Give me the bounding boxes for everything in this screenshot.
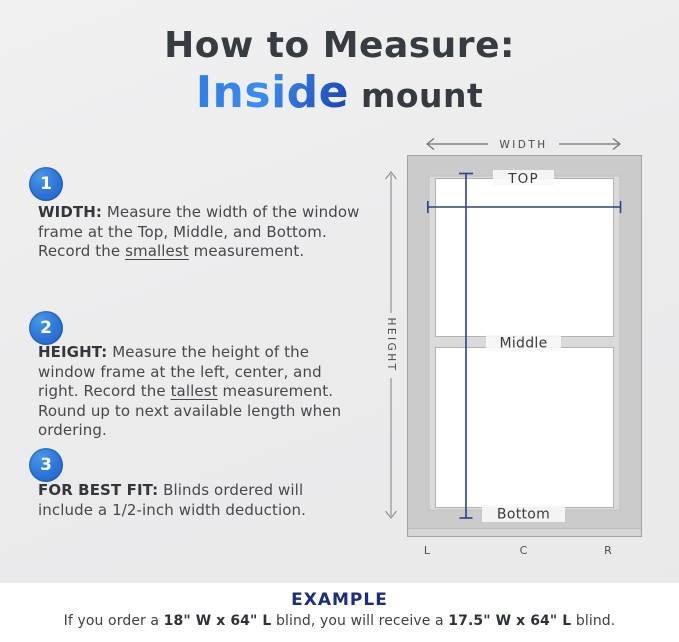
example-middle: blind, you will receive a [271, 613, 449, 629]
upper-sash-pane [436, 179, 614, 337]
step-1-badge [29, 167, 63, 201]
window-diagram [375, 130, 675, 575]
step-3-label: FOR BEST FIT: [38, 481, 159, 499]
example-footer [0, 583, 679, 642]
step-1-label: WIDTH: [38, 203, 102, 221]
right-marker: R [604, 544, 612, 557]
center-marker: C [519, 544, 528, 557]
left-marker: L [423, 544, 431, 557]
step-2-label: HEIGHT: [38, 343, 108, 361]
height-label: HEIGHT [385, 317, 397, 373]
example-prefix: If you order a [63, 613, 164, 629]
page-title [0, 24, 679, 119]
title-highlight-inside: Inside [195, 67, 349, 119]
step-1-text [38, 203, 360, 262]
step-1-body: Measure the width of the window frame at the Top, Middle, and Bottom. Record the [38, 203, 360, 260]
example-ordered-size: 18" W x 64" L [163, 613, 272, 629]
example-suffix: blind. [571, 613, 616, 629]
example-received-size: 17.5" W x 64" L [448, 613, 572, 629]
title-line1: How to Measure: [164, 25, 515, 66]
step-2-body: Measure the height of the window frame at the left, center, and right. Record the [38, 343, 322, 400]
step-1-underlined-word: smallest [125, 242, 189, 260]
step-1-body-end: measurement. [188, 242, 305, 260]
example-heading: EXAMPLE [291, 590, 388, 610]
step-2-text [38, 343, 360, 441]
bottom-label: Bottom [496, 506, 551, 523]
sill-face [409, 529, 641, 536]
step-3-text [38, 481, 360, 520]
step-2-body-end: measurement. Round up to next available length when ordering. [38, 382, 342, 439]
width-label: WIDTH [499, 138, 548, 151]
title-line2 [0, 68, 679, 119]
step-2-badge [29, 311, 63, 345]
example-sentence [0, 613, 679, 629]
top-label: TOP [508, 171, 539, 187]
title-mount: mount [349, 76, 484, 116]
lower-sash-pane [436, 348, 614, 508]
step-3-badge [29, 448, 63, 482]
step-3-number: 3 [40, 455, 52, 475]
step-2-underlined-word: tallest [170, 382, 218, 400]
step-3-body: Blinds ordered will include a 1/2-inch width deduction. [38, 481, 306, 519]
middle-label: Middle [499, 335, 548, 352]
step-2-number: 2 [40, 318, 52, 338]
step-1-number: 1 [40, 174, 52, 194]
